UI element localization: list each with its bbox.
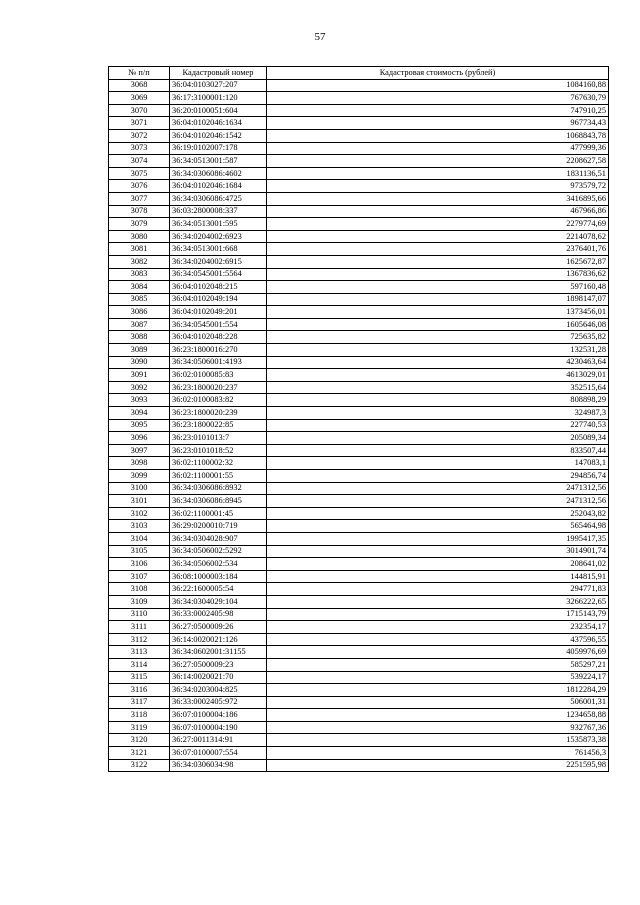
row-cadastral-number: 36:04:0102049:201 <box>170 306 267 319</box>
row-cadastral-value: 2251595,98 <box>267 759 609 772</box>
row-cadastral-number: 36:04:0102046:1634 <box>170 117 267 130</box>
row-cadastral-value: 2471312,56 <box>267 495 609 508</box>
table-row <box>109 545 609 558</box>
row-cadastral-number: 36:04:0103027:207 <box>170 79 267 92</box>
row-cadastral-number: 36:07:0100004:190 <box>170 721 267 734</box>
row-cadastral-number: 36:34:0204002:6915 <box>170 255 267 268</box>
row-index: 3107 <box>109 570 170 583</box>
table-row <box>109 129 609 142</box>
row-cadastral-value: 352515,64 <box>267 381 609 394</box>
row-cadastral-number: 36:02:0100085:83 <box>170 369 267 382</box>
row-cadastral-value: 1367836,62 <box>267 268 609 281</box>
table-row <box>109 583 609 596</box>
row-index: 3121 <box>109 747 170 760</box>
row-index: 3100 <box>109 482 170 495</box>
row-cadastral-value: 597160,48 <box>267 281 609 294</box>
row-cadastral-number: 36:34:0203004:825 <box>170 684 267 697</box>
row-cadastral-number: 36:34:0306034:98 <box>170 759 267 772</box>
table-row <box>109 532 609 545</box>
row-cadastral-value: 1373456,01 <box>267 306 609 319</box>
table-row <box>109 306 609 319</box>
row-index: 3068 <box>109 79 170 92</box>
row-index: 3073 <box>109 142 170 155</box>
row-index: 3090 <box>109 356 170 369</box>
row-cadastral-value: 1812284,29 <box>267 684 609 697</box>
row-cadastral-value: 3266222,65 <box>267 595 609 608</box>
row-cadastral-value: 539224,17 <box>267 671 609 684</box>
row-index: 3117 <box>109 696 170 709</box>
table-row <box>109 520 609 533</box>
row-cadastral-number: 36:02:1100002:32 <box>170 457 267 470</box>
row-cadastral-number: 36:14:0020021:126 <box>170 633 267 646</box>
table-row <box>109 419 609 432</box>
row-index: 3110 <box>109 608 170 621</box>
row-cadastral-value: 565464,98 <box>267 520 609 533</box>
table-row <box>109 658 609 671</box>
row-cadastral-value: 205089,34 <box>267 432 609 445</box>
row-cadastral-number: 36:34:0506002:5292 <box>170 545 267 558</box>
header-cadastral-value: Кадастровая стоимость (рублей) <box>267 67 609 80</box>
table-row <box>109 92 609 105</box>
row-index: 3116 <box>109 684 170 697</box>
row-cadastral-number: 36:23:0101013:7 <box>170 432 267 445</box>
row-cadastral-value: 2279774,69 <box>267 218 609 231</box>
row-cadastral-number: 36:07:0100004:186 <box>170 709 267 722</box>
row-index: 3103 <box>109 520 170 533</box>
row-index: 3101 <box>109 495 170 508</box>
row-index: 3112 <box>109 633 170 646</box>
row-cadastral-number: 36:23:1800016:270 <box>170 344 267 357</box>
row-index: 3080 <box>109 230 170 243</box>
row-index: 3099 <box>109 470 170 483</box>
row-cadastral-number: 36:34:0513001:595 <box>170 218 267 231</box>
row-index: 3096 <box>109 432 170 445</box>
row-cadastral-number: 36:33:0002405:972 <box>170 696 267 709</box>
row-cadastral-value: 437596,55 <box>267 633 609 646</box>
row-index: 3086 <box>109 306 170 319</box>
row-index: 3098 <box>109 457 170 470</box>
table-row <box>109 167 609 180</box>
row-cadastral-number: 36:34:0306086:8932 <box>170 482 267 495</box>
row-cadastral-value: 477999,36 <box>267 142 609 155</box>
table-row <box>109 696 609 709</box>
row-cadastral-value: 232354,17 <box>267 621 609 634</box>
row-cadastral-number: 36:07:0100007:554 <box>170 747 267 760</box>
row-cadastral-value: 761456,3 <box>267 747 609 760</box>
row-index: 3095 <box>109 419 170 432</box>
row-index: 3091 <box>109 369 170 382</box>
row-cadastral-number: 36:27:0500009:23 <box>170 658 267 671</box>
row-cadastral-value: 2208627,58 <box>267 155 609 168</box>
row-cadastral-number: 36:14:0020021:70 <box>170 671 267 684</box>
row-cadastral-value: 208641,02 <box>267 558 609 571</box>
row-cadastral-number: 36:20:0100051:604 <box>170 104 267 117</box>
table-row <box>109 721 609 734</box>
table-row <box>109 243 609 256</box>
row-index: 3119 <box>109 721 170 734</box>
row-cadastral-value: 808898,29 <box>267 394 609 407</box>
row-cadastral-number: 36:27:0011314:91 <box>170 734 267 747</box>
row-cadastral-number: 36:23:1800020:237 <box>170 381 267 394</box>
table-row <box>109 369 609 382</box>
table-row <box>109 117 609 130</box>
row-index: 3081 <box>109 243 170 256</box>
row-cadastral-number: 36:23:1800020:239 <box>170 407 267 420</box>
table-row <box>109 457 609 470</box>
row-cadastral-value: 747910,25 <box>267 104 609 117</box>
table-row <box>109 394 609 407</box>
row-cadastral-value: 585297,21 <box>267 658 609 671</box>
row-cadastral-value: 132531,28 <box>267 344 609 357</box>
row-cadastral-number: 36:22:1600005:54 <box>170 583 267 596</box>
row-index: 3087 <box>109 318 170 331</box>
table-row <box>109 344 609 357</box>
row-cadastral-number: 36:34:0545001:554 <box>170 318 267 331</box>
row-index: 3104 <box>109 532 170 545</box>
row-cadastral-number: 36:02:1100001:45 <box>170 507 267 520</box>
row-cadastral-number: 36:04:0102048:228 <box>170 331 267 344</box>
row-cadastral-value: 967734,43 <box>267 117 609 130</box>
cadastral-table <box>108 66 609 772</box>
row-index: 3082 <box>109 255 170 268</box>
table-row <box>109 608 609 621</box>
row-cadastral-number: 36:34:0304028:907 <box>170 532 267 545</box>
row-cadastral-value: 1068843,78 <box>267 129 609 142</box>
row-cadastral-number: 36:34:0506001:4193 <box>170 356 267 369</box>
row-index: 3105 <box>109 545 170 558</box>
table-row <box>109 684 609 697</box>
row-index: 3075 <box>109 167 170 180</box>
table-row <box>109 432 609 445</box>
table-row <box>109 759 609 772</box>
row-cadastral-number: 36:33:0002405:98 <box>170 608 267 621</box>
row-cadastral-number: 36:02:1100001:55 <box>170 470 267 483</box>
table-row <box>109 570 609 583</box>
table-row <box>109 646 609 659</box>
table-header <box>109 67 609 80</box>
table-row <box>109 192 609 205</box>
row-cadastral-number: 36:27:0500009:26 <box>170 621 267 634</box>
row-index: 3088 <box>109 331 170 344</box>
table-row <box>109 495 609 508</box>
table-row <box>109 268 609 281</box>
table-row <box>109 444 609 457</box>
row-cadastral-value: 833507,44 <box>267 444 609 457</box>
table-row <box>109 318 609 331</box>
row-index: 3093 <box>109 394 170 407</box>
table-row <box>109 621 609 634</box>
row-cadastral-value: 294771,83 <box>267 583 609 596</box>
row-cadastral-number: 36:34:0306086:4725 <box>170 192 267 205</box>
row-cadastral-value: 3014901,74 <box>267 545 609 558</box>
row-cadastral-number: 36:23:0101018:52 <box>170 444 267 457</box>
row-index: 3070 <box>109 104 170 117</box>
row-cadastral-value: 506001,31 <box>267 696 609 709</box>
row-index: 3113 <box>109 646 170 659</box>
table-row <box>109 381 609 394</box>
row-cadastral-number: 36:34:0513001:668 <box>170 243 267 256</box>
row-index: 3118 <box>109 709 170 722</box>
row-cadastral-value: 1898147,07 <box>267 293 609 306</box>
row-cadastral-value: 1605646,08 <box>267 318 609 331</box>
table-row <box>109 747 609 760</box>
row-index: 3114 <box>109 658 170 671</box>
row-index: 3074 <box>109 155 170 168</box>
table-row <box>109 142 609 155</box>
table-row <box>109 331 609 344</box>
row-cadastral-number: 36:34:0513001:587 <box>170 155 267 168</box>
row-cadastral-number: 36:34:0602001:31155 <box>170 646 267 659</box>
row-index: 3106 <box>109 558 170 571</box>
row-cadastral-number: 36:04:0102046:1684 <box>170 180 267 193</box>
table-row <box>109 218 609 231</box>
row-index: 3084 <box>109 281 170 294</box>
row-index: 3109 <box>109 595 170 608</box>
row-index: 3097 <box>109 444 170 457</box>
row-cadastral-value: 147083,1 <box>267 457 609 470</box>
row-cadastral-number: 36:34:0204002:6923 <box>170 230 267 243</box>
row-cadastral-value: 1625672,87 <box>267 255 609 268</box>
table-row <box>109 507 609 520</box>
row-cadastral-number: 36:19:0102007:178 <box>170 142 267 155</box>
row-cadastral-value: 252043,82 <box>267 507 609 520</box>
table-row <box>109 734 609 747</box>
row-index: 3077 <box>109 192 170 205</box>
table-row <box>109 155 609 168</box>
row-cadastral-value: 1715143,79 <box>267 608 609 621</box>
row-cadastral-value: 2376401,76 <box>267 243 609 256</box>
row-cadastral-number: 36:04:0102046:1542 <box>170 129 267 142</box>
row-cadastral-value: 1535873,38 <box>267 734 609 747</box>
table-row <box>109 407 609 420</box>
row-index: 3094 <box>109 407 170 420</box>
table-row <box>109 281 609 294</box>
row-index: 3122 <box>109 759 170 772</box>
row-index: 3115 <box>109 671 170 684</box>
table-row <box>109 595 609 608</box>
table-row <box>109 470 609 483</box>
row-cadastral-number: 36:34:0545001:5564 <box>170 268 267 281</box>
table-row <box>109 671 609 684</box>
row-cadastral-value: 1831136,51 <box>267 167 609 180</box>
row-cadastral-value: 294856,74 <box>267 470 609 483</box>
row-cadastral-value: 144815,91 <box>267 570 609 583</box>
row-cadastral-value: 1234658,88 <box>267 709 609 722</box>
page-number: 57 <box>314 31 326 43</box>
row-cadastral-value: 932767,36 <box>267 721 609 734</box>
row-index: 3111 <box>109 621 170 634</box>
row-index: 3072 <box>109 129 170 142</box>
row-cadastral-number: 36:02:0100083:82 <box>170 394 267 407</box>
table-row <box>109 180 609 193</box>
table-row <box>109 356 609 369</box>
row-index: 3089 <box>109 344 170 357</box>
row-index: 3085 <box>109 293 170 306</box>
row-cadastral-number: 36:03:2800008:337 <box>170 205 267 218</box>
row-cadastral-value: 1995417,35 <box>267 532 609 545</box>
row-cadastral-value: 2471312,56 <box>267 482 609 495</box>
row-cadastral-value: 227740,53 <box>267 419 609 432</box>
row-cadastral-value: 1084160,88 <box>267 79 609 92</box>
row-cadastral-value: 4059976,69 <box>267 646 609 659</box>
row-cadastral-number: 36:08:1000003:184 <box>170 570 267 583</box>
row-cadastral-value: 725635,82 <box>267 331 609 344</box>
row-cadastral-value: 2214078,62 <box>267 230 609 243</box>
table-row <box>109 205 609 218</box>
table-body <box>109 79 609 772</box>
row-cadastral-number: 36:34:0506002:534 <box>170 558 267 571</box>
row-cadastral-number: 36:04:0102049:194 <box>170 293 267 306</box>
row-index: 3092 <box>109 381 170 394</box>
header-row <box>109 67 609 80</box>
table-row <box>109 230 609 243</box>
row-index: 3083 <box>109 268 170 281</box>
row-index: 3076 <box>109 180 170 193</box>
row-cadastral-value: 4613029,01 <box>267 369 609 382</box>
table-row <box>109 255 609 268</box>
row-cadastral-value: 467966,86 <box>267 205 609 218</box>
row-cadastral-number: 36:04:0102048:215 <box>170 281 267 294</box>
row-index: 3108 <box>109 583 170 596</box>
table-row <box>109 293 609 306</box>
row-cadastral-number: 36:17:3100001:120 <box>170 92 267 105</box>
row-cadastral-value: 3416895,66 <box>267 192 609 205</box>
row-index: 3069 <box>109 92 170 105</box>
table-row <box>109 709 609 722</box>
header-cadastral-number: Кадастровый номер <box>170 67 267 80</box>
row-cadastral-value: 324987,3 <box>267 407 609 420</box>
row-index: 3102 <box>109 507 170 520</box>
row-cadastral-number: 36:34:0306086:4602 <box>170 167 267 180</box>
table-row <box>109 633 609 646</box>
table-row <box>109 482 609 495</box>
row-cadastral-number: 36:29:0200010:719 <box>170 520 267 533</box>
row-cadastral-number: 36:23:1800022:85 <box>170 419 267 432</box>
row-cadastral-number: 36:34:0304029:104 <box>170 595 267 608</box>
row-index: 3120 <box>109 734 170 747</box>
row-index: 3078 <box>109 205 170 218</box>
table-row <box>109 79 609 92</box>
row-index: 3071 <box>109 117 170 130</box>
row-cadastral-number: 36:34:0306086:8945 <box>170 495 267 508</box>
header-index: № п/п <box>109 67 170 80</box>
row-cadastral-value: 4230463,64 <box>267 356 609 369</box>
row-cadastral-value: 767630,79 <box>267 92 609 105</box>
row-index: 3079 <box>109 218 170 231</box>
row-cadastral-value: 973579,72 <box>267 180 609 193</box>
table-row <box>109 558 609 571</box>
table-row <box>109 104 609 117</box>
